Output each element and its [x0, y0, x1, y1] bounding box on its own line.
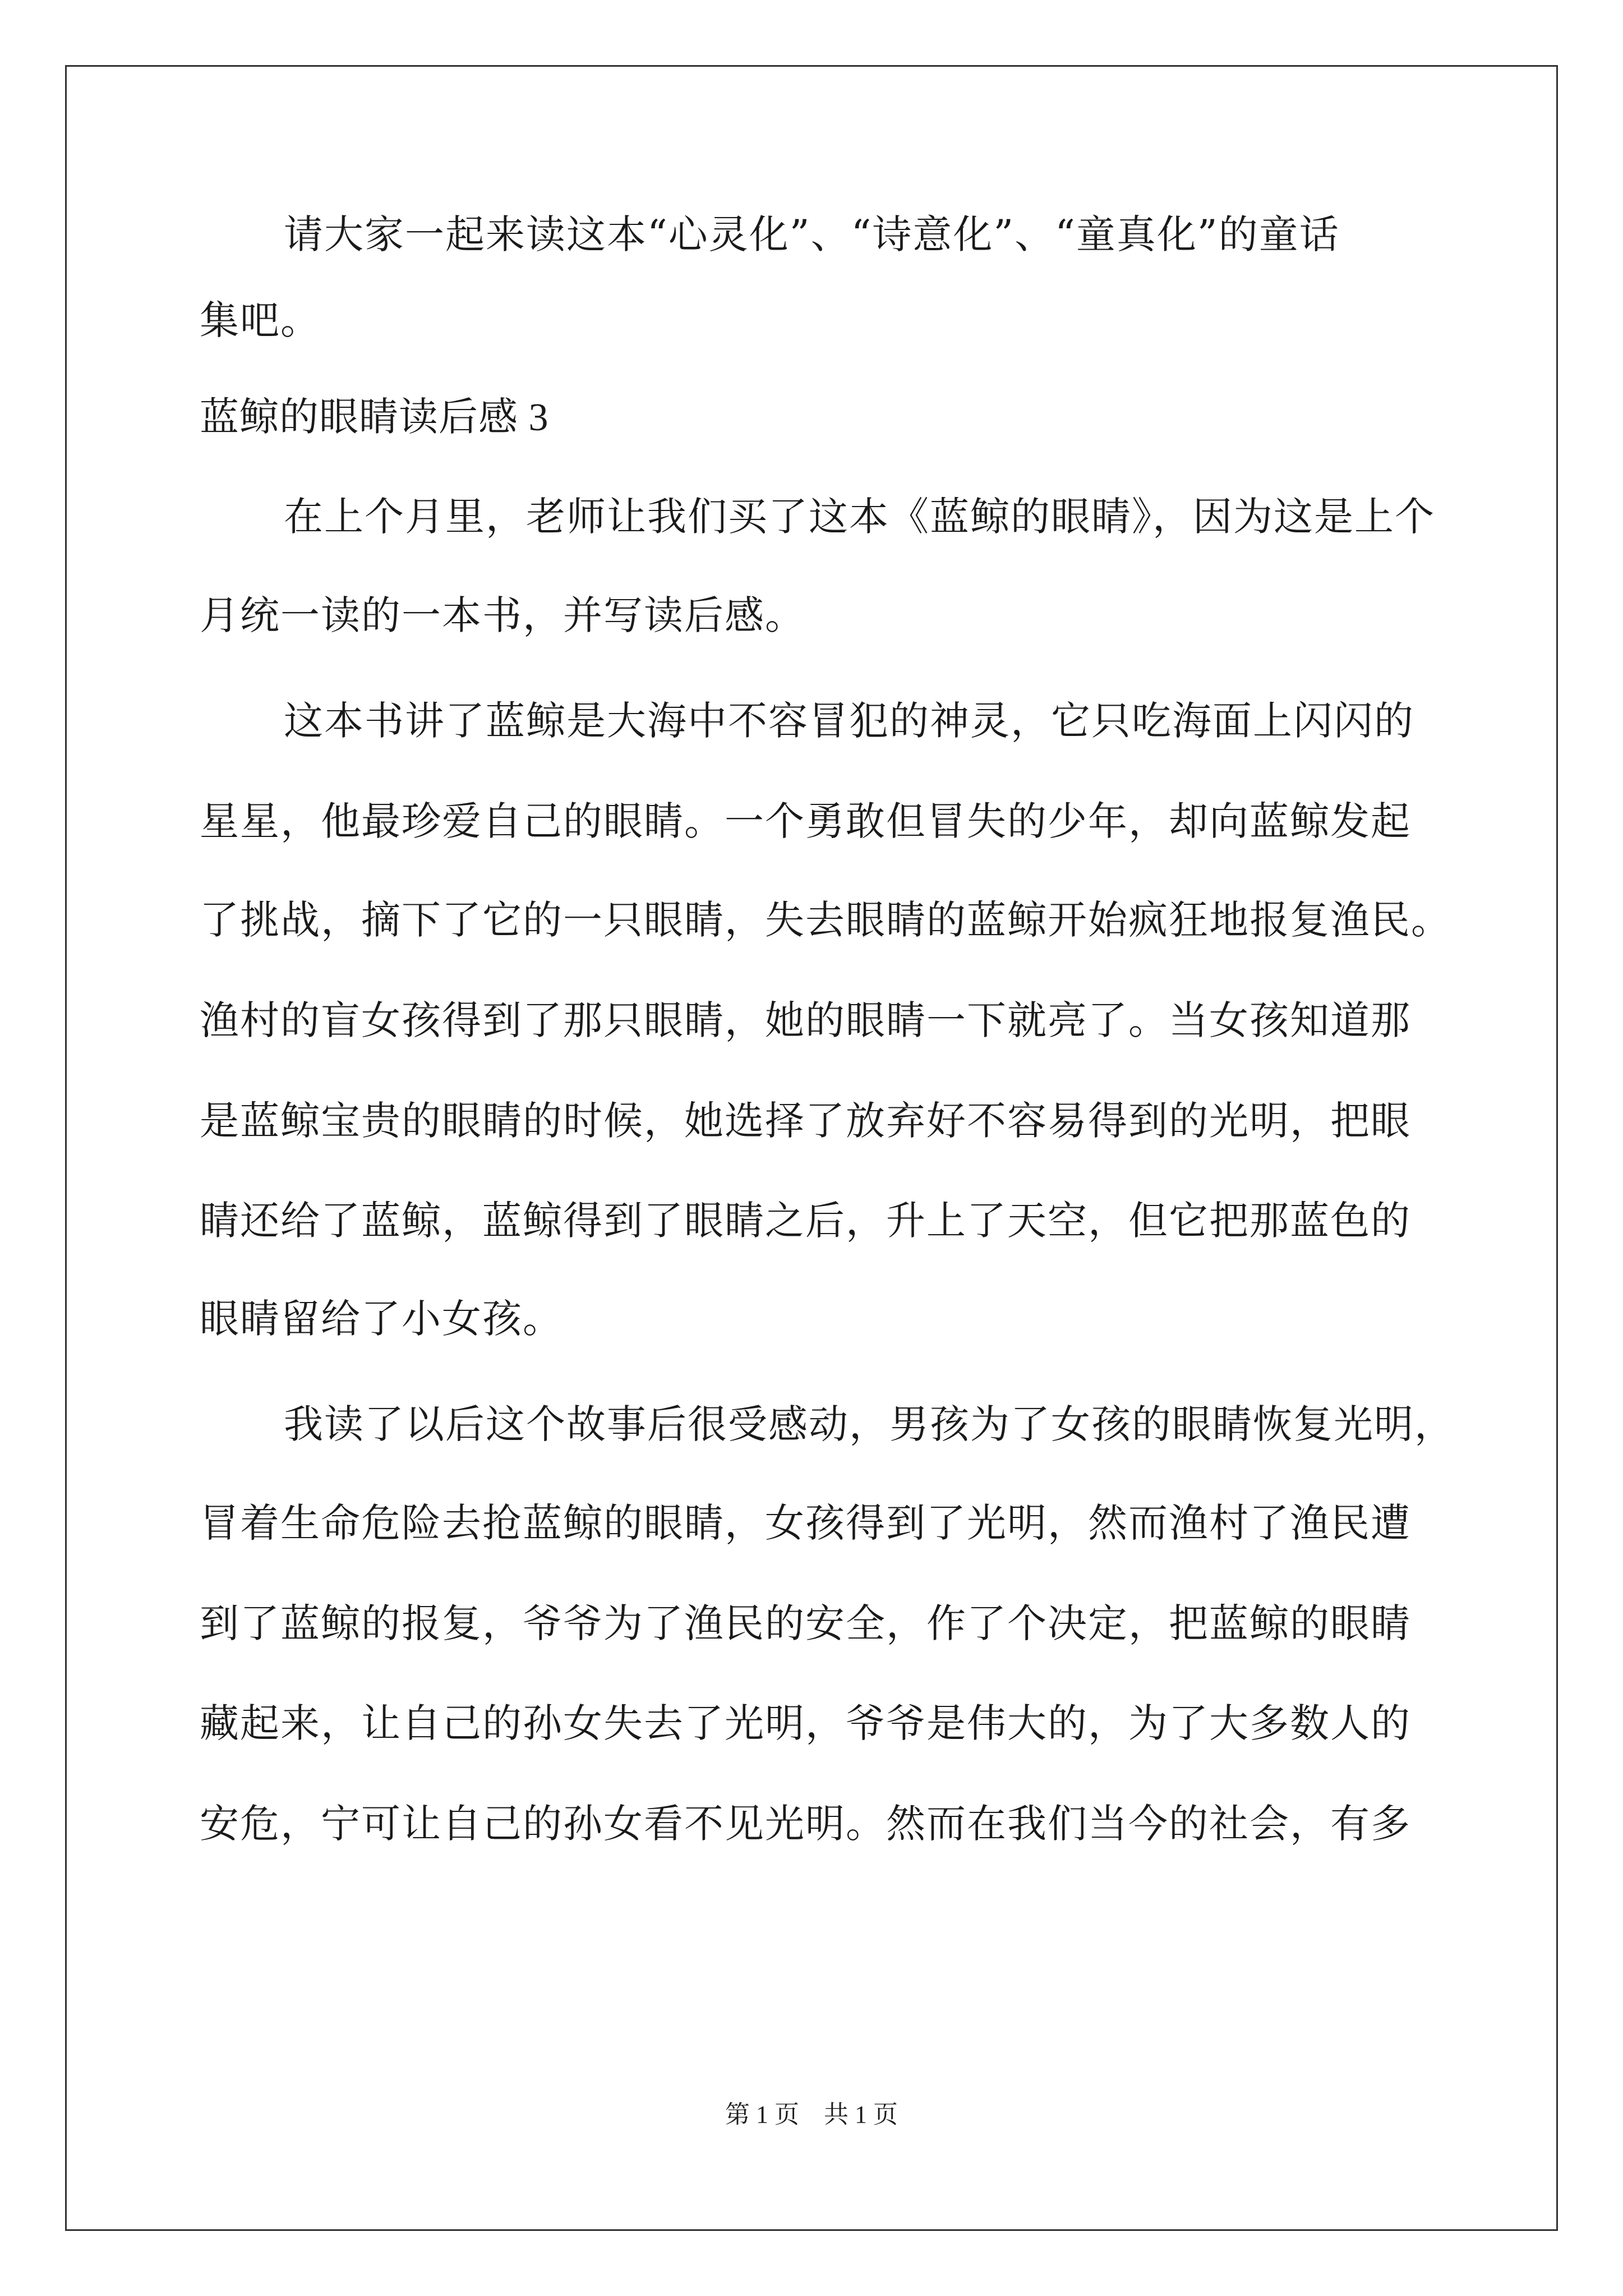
page-border [65, 65, 1558, 2231]
text-line: 眼睛留给了小女孩。 [200, 1296, 563, 1342]
text-line: 在上个月里，老师让我们买了这本《蓝鲸的眼睛》，因为这是上个 [284, 494, 1435, 540]
text-line: 睛还给了蓝鲸，蓝鲸得到了眼睛之后，升上了天空，但它把那蓝色的 [200, 1198, 1411, 1244]
page-number-footer: 第 1 页 共 1 页 [725, 2101, 898, 2128]
text-line: 冒着生命危险去抢蓝鲸的眼睛，女孩得到了光明，然而渔村了渔民遭 [200, 1500, 1411, 1546]
text-line: 这本书讲了蓝鲸是大海中不容冒犯的神灵，它只吃海面上闪闪的 [284, 698, 1414, 744]
text-line: 月统一读的一本书，并写读后感。 [200, 592, 805, 638]
text-line: 安危，宁可让自己的孙女看不见光明。然而在我们当今的社会，有多 [200, 1801, 1411, 1847]
text-line: 请大家一起来读这本“心灵化”、“诗意化”、“童真化”的童话 [284, 211, 1340, 257]
text-line: 我读了以后这个故事后很受感动，男孩为了女孩的眼睛恢复光明， [284, 1401, 1455, 1447]
text-line: 藏起来，让自己的孙女失去了光明，爷爷是伟大的，为了大多数人的 [200, 1700, 1411, 1746]
text-line: 了挑战，摘下了它的一只眼睛，失去眼睛的蓝鲸开始疯狂地报复渔民。 [200, 897, 1451, 943]
text-line: 是蓝鲸宝贵的眼睛的时候，她选择了放弃好不容易得到的光明，把眼 [200, 1098, 1411, 1144]
section-heading: 蓝鲸的眼睛读后感 3 [200, 396, 549, 439]
text-line: 星星，他最珍爱自己的眼睛。一个勇敢但冒失的少年，却向蓝鲸发起 [200, 798, 1411, 844]
text-line: 到了蓝鲸的报复，爷爷为了渔民的安全，作了个决定，把蓝鲸的眼睛 [200, 1600, 1411, 1646]
text-line: 渔村的盲女孩得到了那只眼睛，她的眼睛一下就亮了。当女孩知道那 [200, 997, 1411, 1043]
text-line: 集吧。 [200, 297, 321, 343]
